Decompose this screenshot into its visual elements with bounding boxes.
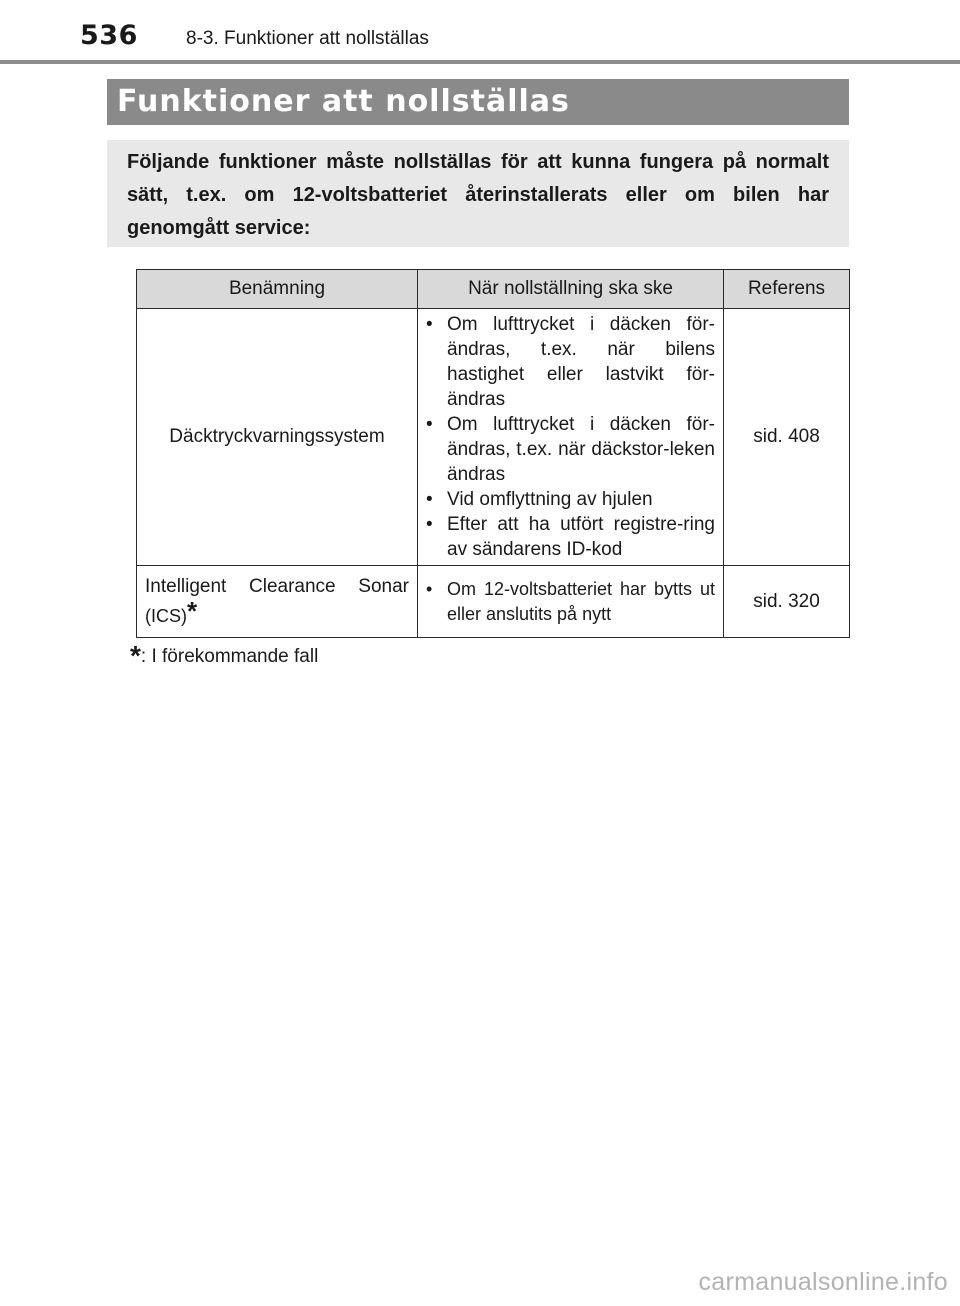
section-title: 8-3. Funktioner att nollställas: [186, 28, 429, 49]
reset-table: [136, 269, 850, 638]
when-list: [426, 577, 715, 627]
row-name-line1: Intelligent Clearance Sonar: [145, 575, 409, 597]
row-name: Däcktryckvarningssystem: [169, 426, 385, 447]
footnote-asterisk: *: [130, 640, 141, 671]
list-item: • Vid omflyttning av hjulen: [426, 487, 715, 512]
page-title: Funktioner att nollställas: [117, 84, 570, 119]
list-item: • Om lufttrycket i däcken för-ändras, t.ex. när bilens hastighet eller lastvikt för-ändras: [426, 312, 715, 412]
page-reference-link[interactable]: sid. 408: [753, 426, 820, 447]
title-band: [107, 79, 849, 125]
row-when-cell: [418, 309, 724, 566]
list-item: • Om 12-voltsbatteriet har bytts ut eller anslutits på nytt: [426, 577, 715, 627]
footnote-text: : I förekommande fall: [140, 646, 319, 667]
table-row: [137, 309, 850, 566]
table-header-row: [137, 270, 850, 309]
page-reference-link[interactable]: sid. 320: [753, 590, 820, 612]
row-when-cell: [418, 566, 724, 638]
intro-text: Följande funktioner måste nollställas för att kunna fungera på normalt sätt, t.ex. om 12-voltsbatteriet återinstallerats eller om bilen har genomgått service:: [127, 151, 829, 239]
page-number: 536: [80, 20, 138, 51]
intro-box: [107, 140, 849, 247]
row-name-line2: [145, 595, 409, 631]
asterisk-mark: *: [187, 595, 198, 626]
row-name-abbrev: (ICS): [145, 605, 187, 626]
table-row: [137, 566, 850, 638]
when-list: [426, 312, 715, 562]
header-rule: [0, 60, 960, 64]
row-reference-cell: [724, 566, 850, 638]
row-name-cell: [137, 566, 418, 638]
list-item: • Efter att ha utfört registre-ring av sändarens ID-kod: [426, 512, 715, 562]
row-name-cell: [137, 309, 418, 566]
list-item: • Om lufttrycket i däcken för-ändras, t.ex. när däckstor-leken ändras: [426, 412, 715, 487]
watermark: carmanualsonline.info: [698, 1268, 948, 1296]
column-header-reference: Referens: [724, 270, 850, 309]
row-reference-cell: [724, 309, 850, 566]
footnote: [130, 640, 318, 672]
column-header-when: När nollställning ska ske: [418, 270, 724, 309]
column-header-name: Benämning: [137, 270, 418, 309]
